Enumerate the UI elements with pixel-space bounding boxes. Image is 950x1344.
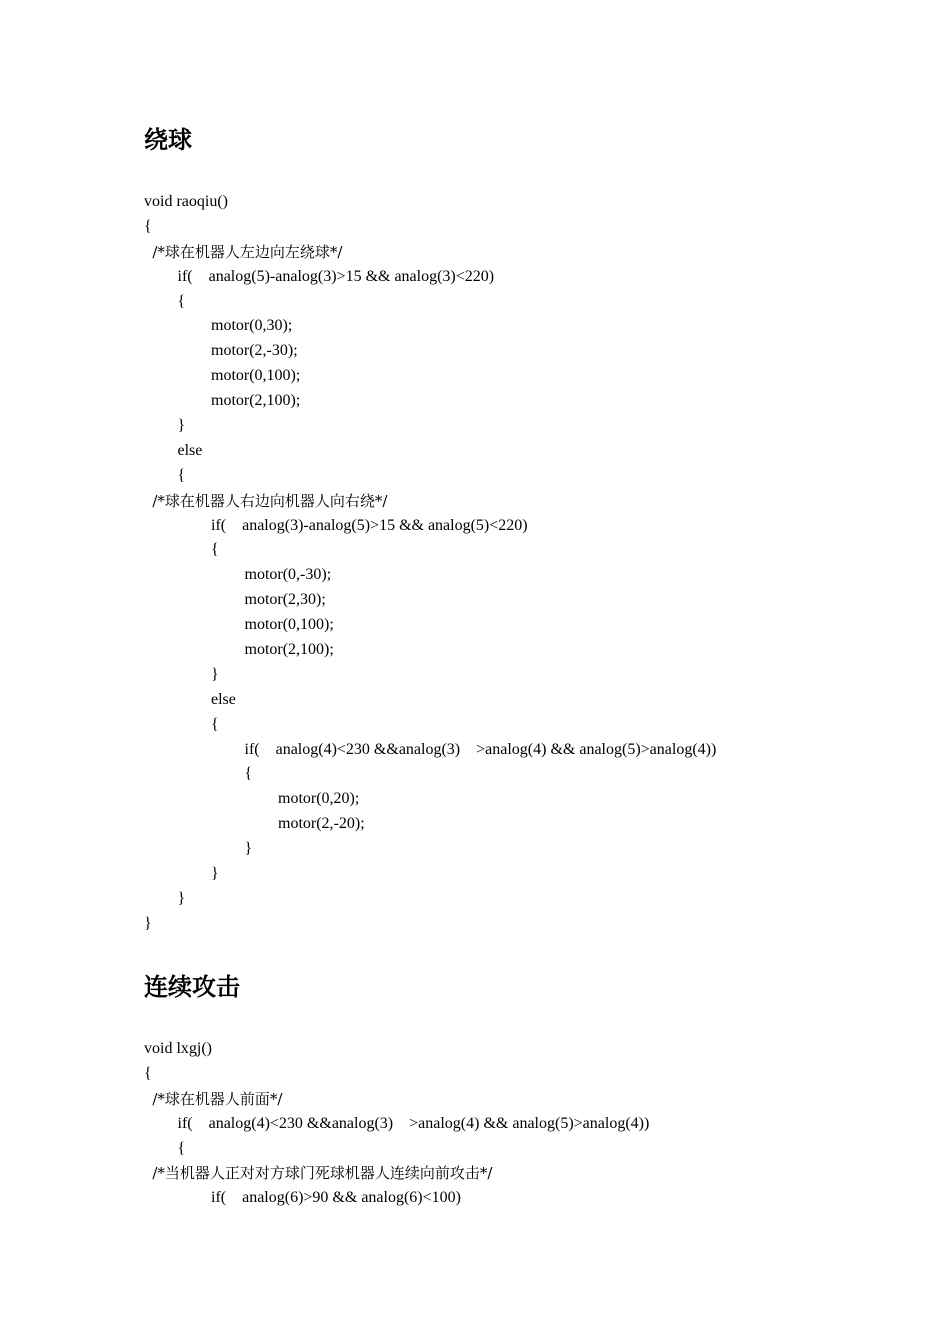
code-line: } — [177, 417, 186, 435]
code-comment-line: /*球在机器人左边向左绕球*/ — [152, 242, 343, 261]
code-line: } — [144, 914, 152, 932]
code-line: motor(0,-30); — [244, 566, 332, 584]
code-line: motor(2,-20); — [278, 815, 365, 833]
code-line: motor(0,30); — [211, 317, 293, 335]
code-line: if( analog(3)-analog(5)>15 && analog(5)<220) — [211, 516, 528, 534]
code-line: { — [177, 466, 186, 484]
code-line: motor(2,-30); — [211, 342, 298, 360]
section-title-lxgj: 连续攻击 — [144, 973, 240, 1001]
code-line: if( analog(4)<230 &&analog(3) >analog(4) && analog(5)>analog(4)) — [244, 740, 717, 758]
code-block-lxgj — [144, 1037, 649, 1211]
code-line: { — [144, 1064, 152, 1082]
code-line: } — [211, 665, 219, 683]
code-line: motor(2,100); — [244, 641, 334, 659]
code-line: motor(0,20); — [278, 790, 360, 808]
code-comment-line: /*当机器人正对对方球门死球机器人连续向前攻击*/ — [152, 1164, 493, 1183]
code-line: } — [244, 840, 253, 858]
code-line: { — [177, 1139, 186, 1157]
code-line: { — [211, 541, 219, 559]
code-comment-line: /*球在机器人前面*/ — [152, 1089, 283, 1108]
code-block-raoqiu — [144, 190, 716, 937]
code-line: if( analog(4)<230 &&analog(3) >analog(4) && analog(5)>analog(4)) — [177, 1114, 650, 1132]
code-line: } — [177, 889, 186, 907]
code-line: else — [177, 441, 203, 459]
code-comment-line: /*球在机器人右边向机器人向右绕*/ — [152, 491, 388, 510]
code-line: motor(2,30); — [244, 591, 326, 609]
code-line: motor(0,100); — [211, 367, 301, 385]
code-line: { — [211, 715, 219, 733]
code-line: { — [144, 217, 152, 235]
code-line: void lxgj() — [144, 1040, 212, 1057]
code-line: motor(0,100); — [244, 616, 334, 634]
code-line: motor(2,100); — [211, 392, 301, 410]
code-line: { — [177, 292, 186, 310]
code-line: if( analog(6)>90 && analog(6)<100) — [211, 1189, 461, 1207]
code-line: { — [244, 765, 253, 783]
code-line: } — [211, 865, 219, 883]
code-line: void raoqiu() — [144, 193, 228, 210]
code-line: else — [211, 690, 236, 708]
section-title-raoqiu: 绕球 — [144, 126, 192, 154]
code-line: if( analog(5)-analog(3)>15 && analog(3)<220) — [177, 267, 495, 285]
